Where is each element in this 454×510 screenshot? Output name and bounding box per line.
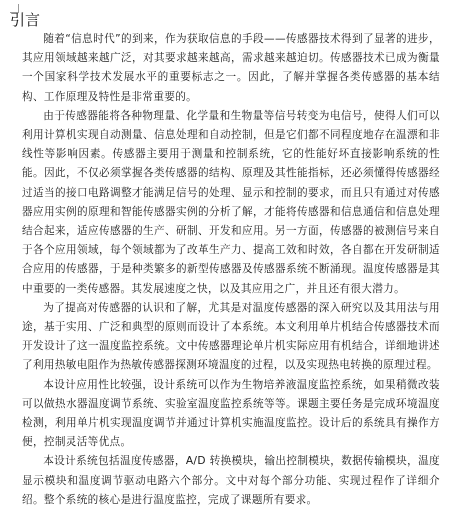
paragraph-5: 本设计系统包括温度传感器，A/D 转换模块，输出控制模块，数据传输模块，温度显示模块和温度调节驱动电路六个部分。文中对每个部分功能、实现过程作了详细介绍。整个系统的核心是进行温度监控，完成了课题所有要求。 — [22, 455, 440, 506]
page-corner-mark — [10, 4, 19, 13]
section-heading: 引言 — [10, 11, 41, 29]
paragraph-1: 随着“信息时代”的到来，作为获取信息的手段——传感器技术得到了显著的进步，其应用领域越来越广泛，对其要求越来越高，需求越来越迫切。传感器技术已成为衡量一个国家科学技术发展水平的重要标志之一。因此，了解并掌握各类传感器的基本结构、工作原理及特性是非常重要的。 — [22, 33, 440, 103]
paragraph-3: 为了提高对传感器的认识和了解，尤其是对温度传感器的深入研究以及其用法与用途，基于实用、广泛和典型的原则而设计了本系统。本文利用单片机结合传感器技术而开发设计了这一温度监控系统。文中传感器理论单片机实际应用有机结合，详细地讲述了利用热敏电阻作为热敏传感器探测环境温度的过程，以及实现热电转换的原理过程。 — [22, 301, 440, 372]
paragraph-2: 由于传感器能将各种物理量、化学量和生物量等信号转变为电信号，使得人们可以利用计算机实现自动测量、信息处理和自动控制，但是它们都不同程度地存在温漂和非线性等影响因素。传感器主要用于测量和控制系统，它的性能好坏直接影响系统的性能。因此，不仅必须掌握各类传感器的结构、原理及其性能指标，还必须懂得传感器经过适当的接口电路调整才能满足信号的处理、显示和控制的要求，而且只有通过对传感器应用实例的原理和智能传感器实例的分析了解，才能将传感器和信息通信和信息处理结合起来，适应传感器的生产、研制、开发和应用。另一方面，传感器的被测信号来自于各个应用领域，每个领域都为了改革生产力、提高工效和时效，各自都在开发研制适合应用的传感器，于是种类繁多的新型传感器及传感器系统不断涌现。温度传感器是其中重要的一类传感器。其发展速度之快，以及其应用之广，并且还有很大潜力。 — [22, 109, 440, 295]
paragraph-4: 本设计应用性比较强，设计系统可以作为生物培养液温度监控系统，如果稍微改装可以做热水器温度调节系统、实验室温度监控系统等等。课题主要任务是完成环境温度检测，利用单片机实现温度调节并通过计算机实施温度监控。设计后的系统具有操作方便，控制灵活等优点。 — [22, 378, 440, 449]
